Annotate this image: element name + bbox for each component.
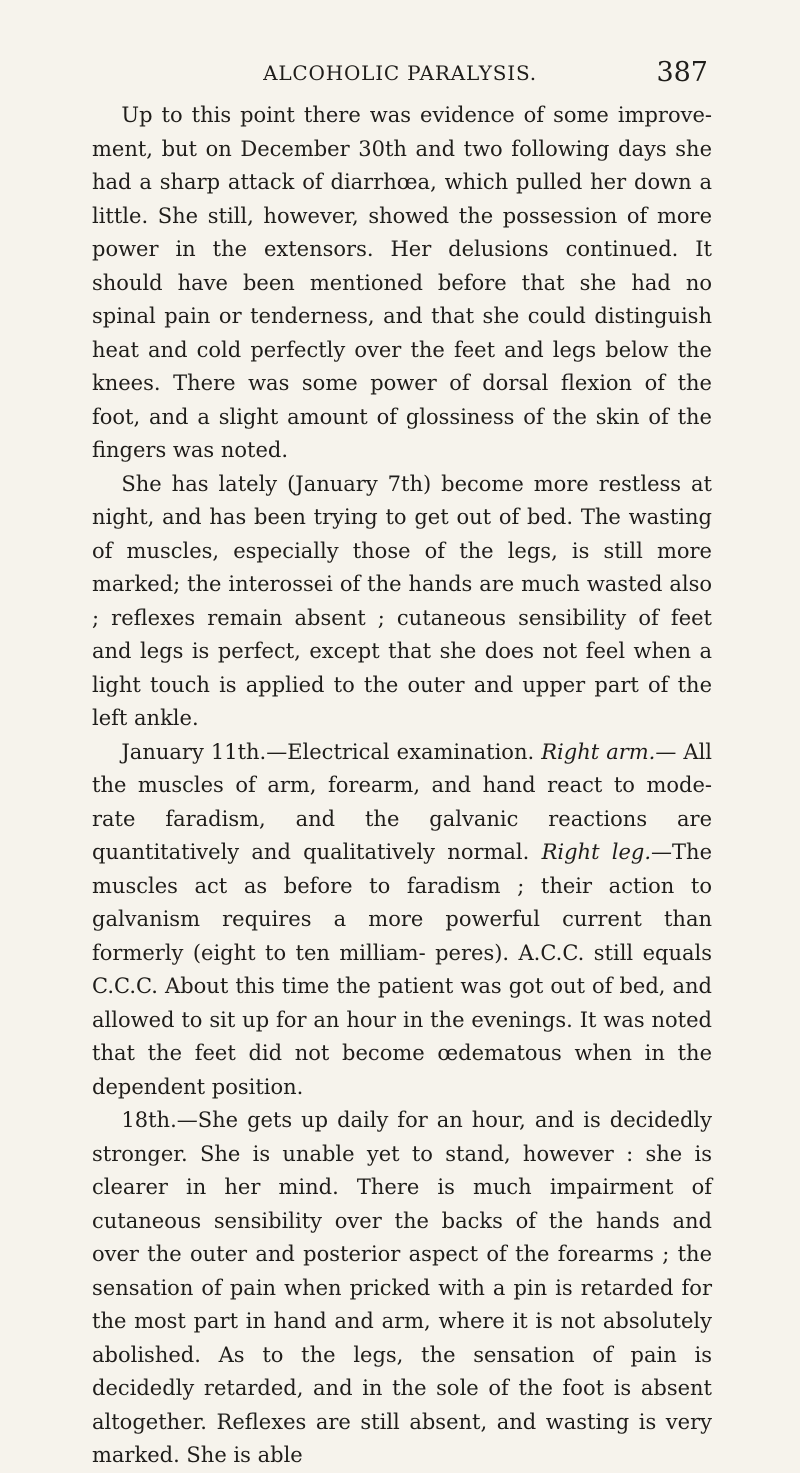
paragraph: 18th.—She gets up daily for an hour, and is decidedly stronger. She is unable yet to stand, however : she is clearer in her mind. There is much impairment of cutaneous sensibility over the backs of the hands and over the outer and posterior aspect of the forearms ; the sensation of pain when pricked with a pin is retarded for the most part in hand and arm, where it is not absolutely abolished. As to the legs, the sensation of pain is decidedly retarded, and in the sole of the foot is absent altogether. Reflexes are still absent, and wasting is very marked. She is able	[92, 1108, 712, 1467]
running-title: ALCOHOLIC PARALYSIS.	[263, 61, 537, 85]
paragraph-text: — All the muscles of arm, forearm, and hand react to mode- rate faradism, and the galvanic reactions are quantitatively and qualitatively normal.	[92, 739, 713, 864]
paragraph: She has lately (January 7th) become more restless at night, and has been trying to get out of bed. The wasting of muscles, especially those of the legs, is still more marked; the interossei of the hands are much wasted also ; reflexes remain absent ; cutaneous sensibility of feet and legs is perfect, except that she does not feel when a light touch is applied to the outer and upper part of the left ankle.	[92, 471, 712, 730]
italic-heading: Right arm.	[541, 739, 656, 764]
paragraph-text: —The muscles act as before to faradism ; their action to galvanism requires a more powerful current than formerly (eight to ten milliam- peres). A.C.C. still equals C.C.C. About this time the patient was got out of bed, and allowed to sit up for an hour in the evenings. It was noted that the feet did not become œdematous when in the dependent position.	[92, 840, 712, 1099]
page-number: 387	[656, 57, 708, 88]
body-text	[92, 99, 712, 1473]
paragraph	[92, 736, 712, 1105]
paragraph: Up to this point there was evidence of some improve- ment, but on December 30th and two following days she had a sharp attack of diarrhœa, which pulled her down a little. She still, however, showed the possession of more power in the extensors. Her delusions continued. It should have been mentioned before that she had no spinal pain or tenderness, and that she could distinguish heat and cold perfectly over the feet and legs below the knees. There was some power of dorsal flexion of the foot, and a slight amount of glossiness of the skin of the fingers was noted.	[92, 103, 712, 462]
running-head	[92, 58, 708, 88]
paragraph-text: January 11th.—Electrical examination.	[121, 739, 535, 764]
italic-heading: Right leg.	[541, 840, 652, 864]
